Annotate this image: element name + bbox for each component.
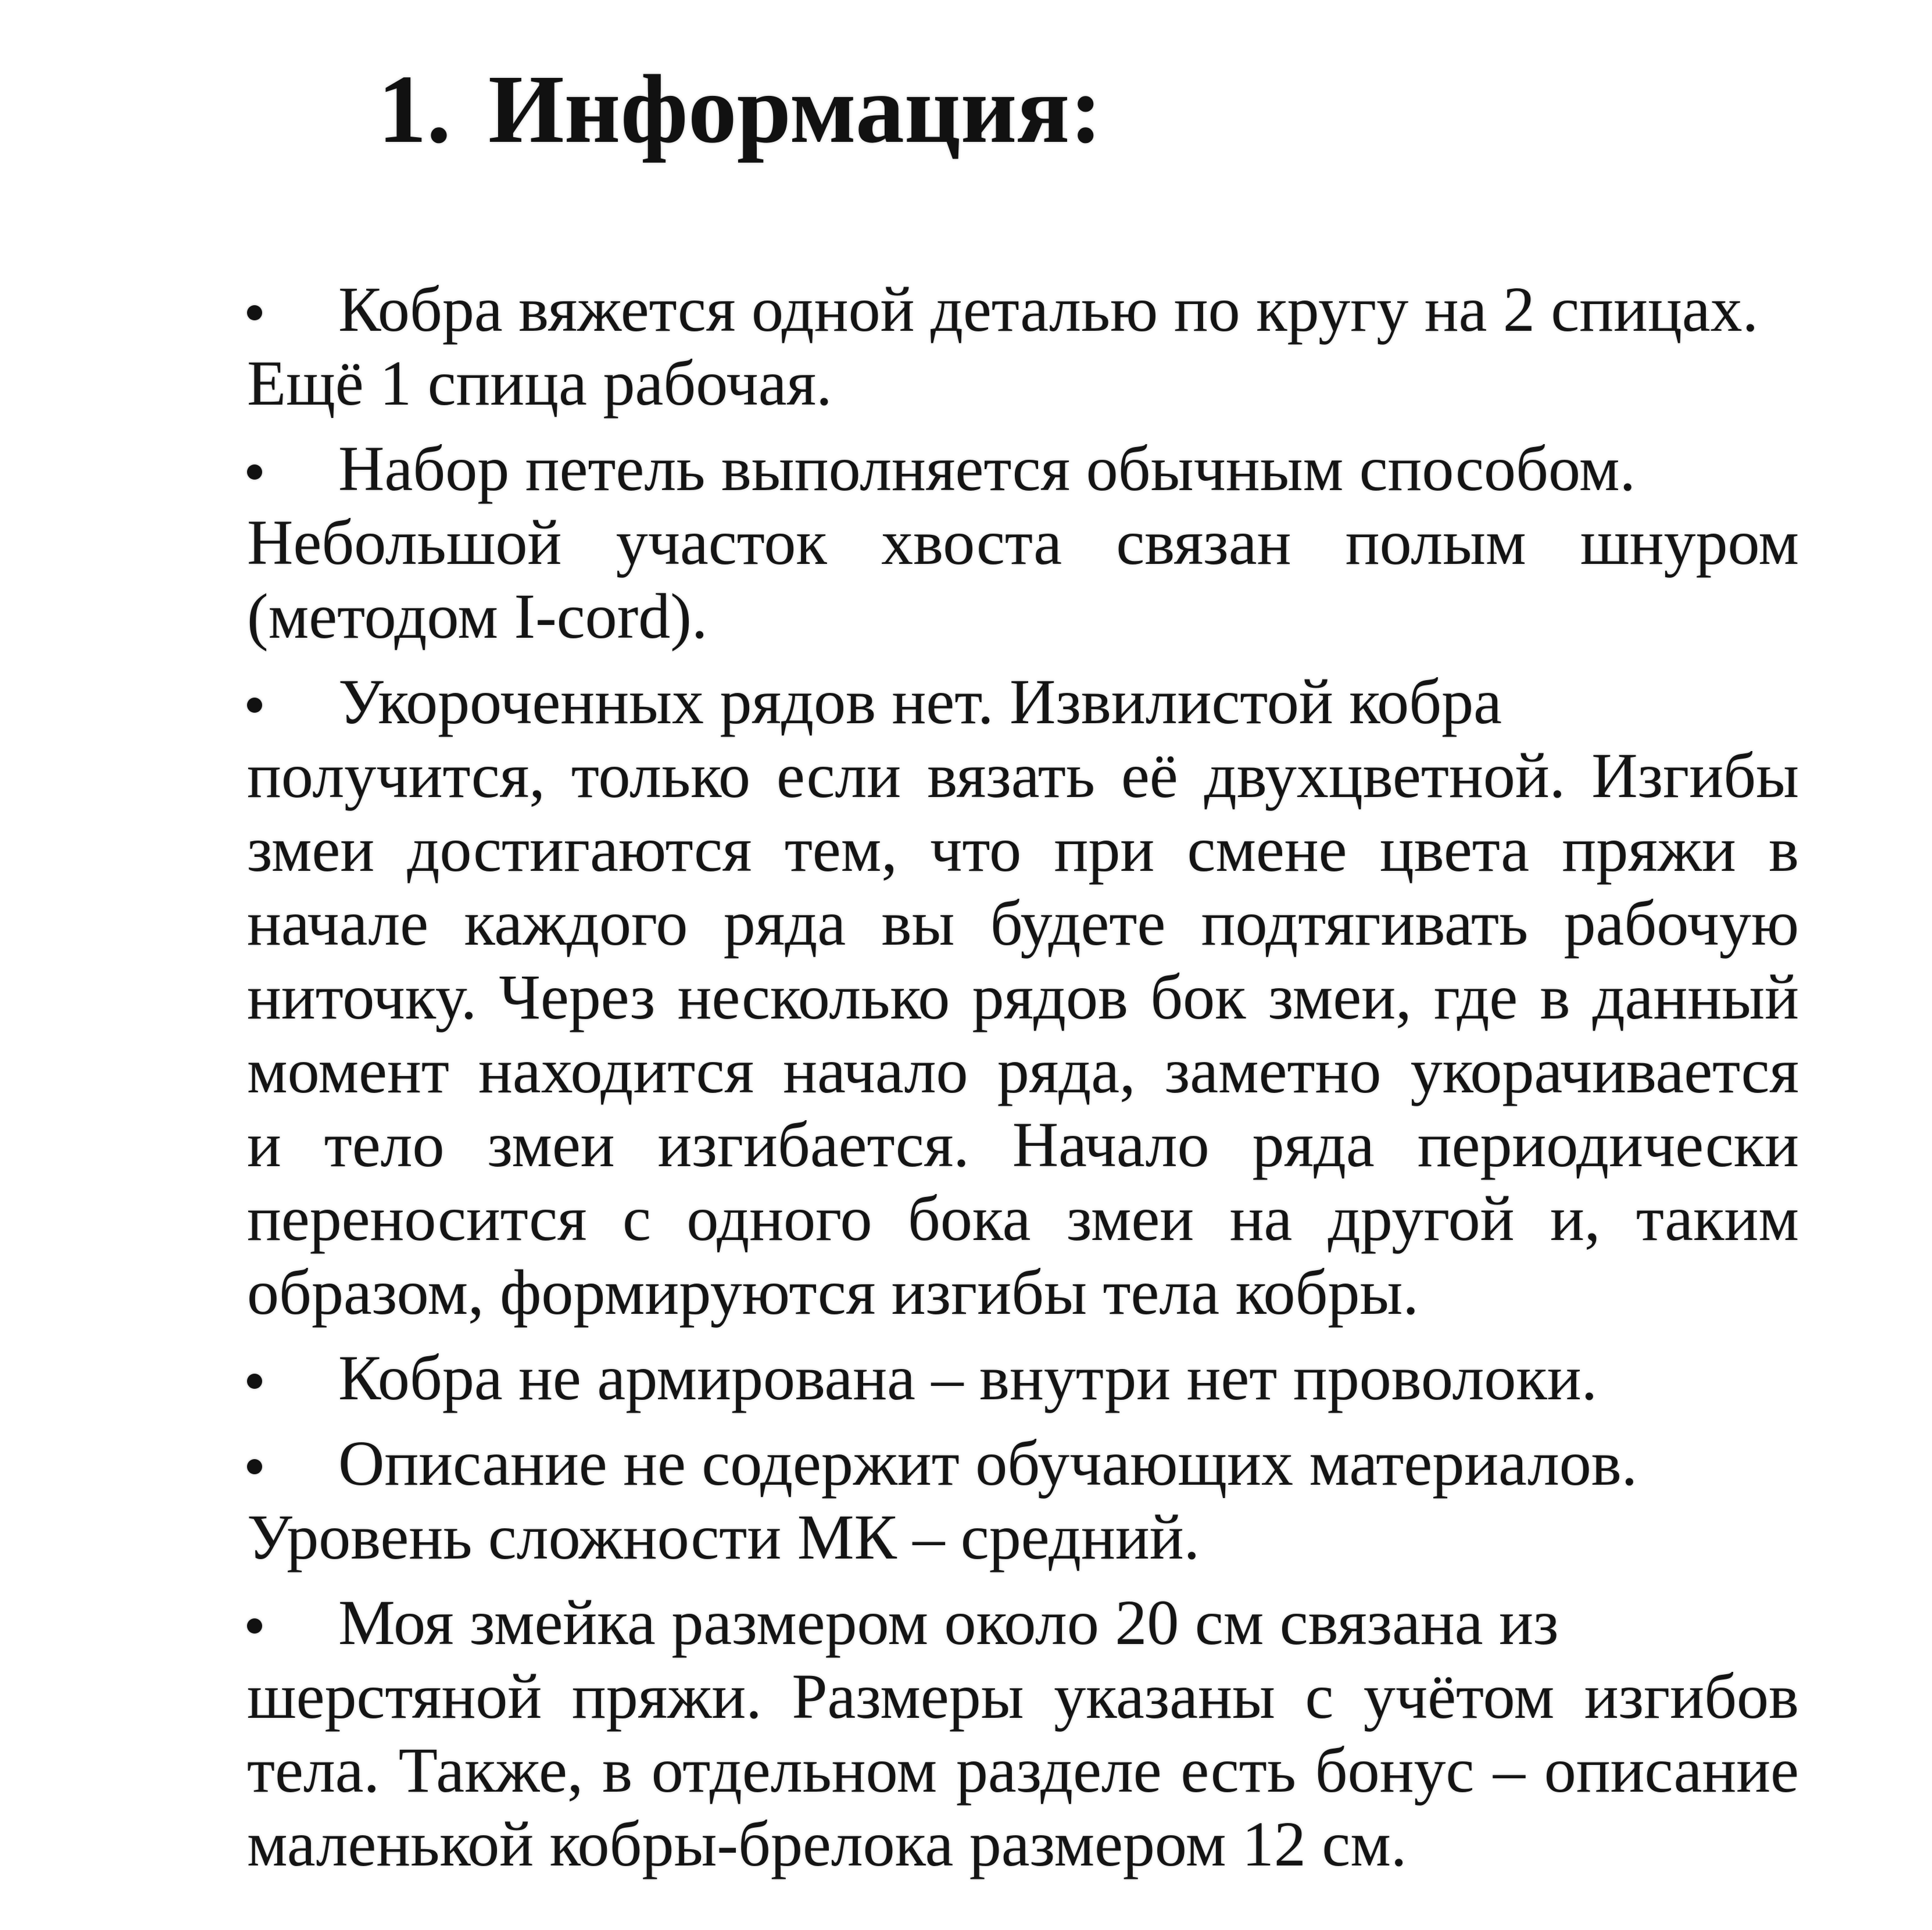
paragraph-line: Кобра вяжется одной деталью по кругу на 2 спицах. xyxy=(338,274,1759,345)
list-item xyxy=(247,1427,1799,1574)
paragraph-line: Описание не содержит обучающих материалов. xyxy=(338,1428,1638,1499)
paragraph-line: получится, только если вязать её двухцветной. Изгибы xyxy=(247,740,1799,811)
list-item xyxy=(247,1586,1799,1881)
paragraph-line: Кобра не армирована – внутри нет проволоки. xyxy=(338,1342,1598,1413)
paragraph-first-line xyxy=(247,1427,1799,1500)
paragraph-line: (методом I-cord). xyxy=(247,581,708,652)
paragraph-first-line xyxy=(247,1341,1799,1415)
list-item xyxy=(247,1341,1799,1415)
bullet-list xyxy=(247,273,1799,1881)
paragraph-line: переносится с одного бока змеи на другой и, таким xyxy=(247,1183,1799,1254)
paragraph-line: шерстяной пряжи. Размеры указаны с учётом изгибов xyxy=(247,1661,1799,1732)
bullet-icon xyxy=(247,1374,262,1389)
paragraph-line: начале каждого ряда вы будете подтягивать рабочую xyxy=(247,888,1799,959)
bullet-icon xyxy=(247,698,262,713)
bullet-icon xyxy=(247,1618,262,1634)
paragraph-first-line xyxy=(247,1586,1799,1660)
paragraph-line: Небольшой участок хвоста связан полым шнуром xyxy=(247,507,1799,578)
paragraph-line: и тело змеи изгибается. Начало ряда периодически xyxy=(247,1109,1799,1180)
heading-title: Информация: xyxy=(488,55,1103,163)
list-item xyxy=(247,432,1799,653)
paragraph-line: Укороченных рядов нет. Извилистой кобра xyxy=(338,666,1502,737)
bullet-icon xyxy=(247,464,262,480)
paragraph-line: образом, формируются изгибы тела кобры. xyxy=(247,1257,1419,1328)
paragraph-line: Моя змейка размером около 20 см связана из xyxy=(338,1587,1559,1658)
heading-number: 1. xyxy=(378,55,451,163)
bullet-icon xyxy=(247,1459,262,1474)
list-item xyxy=(247,273,1799,420)
paragraph-line: Набор петель выполняется обычным способом. xyxy=(338,433,1636,504)
paragraph-line: ниточку. Через несколько рядов бок змеи, где в данный xyxy=(247,962,1799,1032)
paragraph-first-line xyxy=(247,273,1799,346)
section-heading xyxy=(378,51,1102,169)
bullet-icon xyxy=(247,305,262,320)
paragraph-line: змеи достигаются тем, что при смене цвета пряжи в xyxy=(247,814,1799,885)
paragraph-line: Уровень сложности МК – средний. xyxy=(247,1502,1200,1572)
paragraph-line: маленькой кобры-брелока размером 12 см. xyxy=(247,1809,1407,1879)
paragraph-first-line xyxy=(247,432,1799,506)
paragraph-line: Ещё 1 спица рабочая. xyxy=(247,348,832,419)
paragraph-first-line xyxy=(247,665,1799,739)
list-item xyxy=(247,665,1799,1329)
paragraph-line: тела. Также, в отдельном разделе есть бонус – описание xyxy=(247,1735,1799,1806)
paragraph-line: момент находится начало ряда, заметно укорачивается xyxy=(247,1035,1799,1106)
